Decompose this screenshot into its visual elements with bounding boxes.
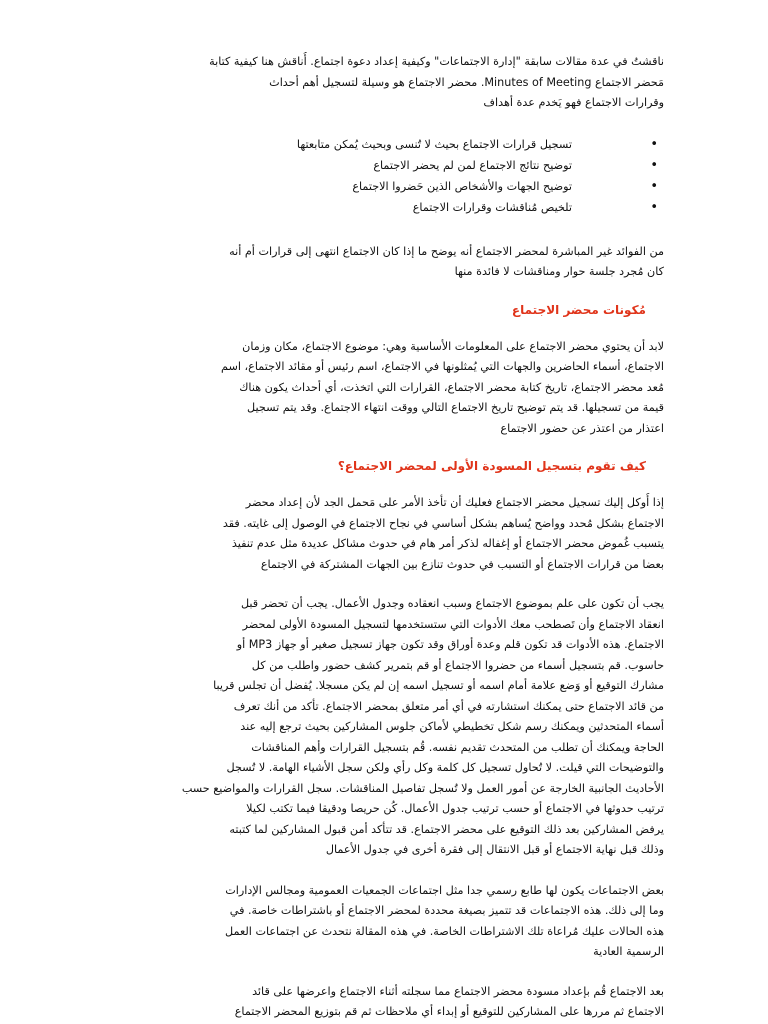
text-line: حاسوب. قم بتسجيل أسماء من حضروا الاجتماع أو قم بتمرير كشف حضور واطلب من كل <box>251 658 664 672</box>
benefits-paragraph <box>104 242 664 283</box>
text-line: ترتيب حدوثها في الاجتماع أو حسب ترتيب جدول الأعمال. كُن حريصا ودقيقا فيما تكتب لكيلا <box>246 802 664 815</box>
list-item: • توضيح الجهات والأشخاص الذين حَضروا الاجتماع <box>104 176 572 197</box>
bullet-icon: • <box>650 157 658 173</box>
text-line: من الفوائد غير المباشرة لمحضر الاجتماع أنه يوضح ما إذا كان الاجتماع انتهى إلى قرارات أم أنه <box>229 244 664 258</box>
text-line: يجب أن تكون على علم بموضوع الاجتماع وسبب انعقاده وجدول الأعمال. يجب أن تحضر قبل <box>240 597 664 610</box>
list-item: • توضيح نتائج الاجتماع لمن لم يحضر الاجتماع <box>104 155 572 176</box>
text-line: اعتذار من اعتذر عن حضور الاجتماع <box>500 421 664 435</box>
text-line: وقرارات الاجتماع فهو يَخدم عدة أهداف <box>483 96 664 109</box>
text-line: الاجتماع ثم مررها على المشاركين للتوقيع أو إبداء أي ملاحظات ثم قم بتوزيع المحضر الاجتماع <box>234 1005 664 1018</box>
text-line: مَحضر الاجتماع Minutes of Meeting. محضر الاجتماع هو وسيلة لتسجيل أهم أحداث <box>269 75 664 89</box>
text-line: الرسمية العادية <box>593 945 664 958</box>
text-line: بعضا من قرارات الاجتماع أو التسبب في حدوث تنازع بين الجهات المشتركة في الاجتماع <box>260 557 664 571</box>
text-line: الاجتماع. هذه الأدوات قد تكون قلم وعدة أوراق وقد تكون جهاز تسجيل صغير أو جهاز MP3 أو <box>236 638 664 651</box>
text-line: مُعد محضر الاجتماع، تاريخ كتابة محضر الاجتماع، القرارات التي اتخذت، أي أحداث يكون هناك <box>239 380 664 394</box>
text-line: قيمة من تسجيلها. قد يتم توضيح تاريخ الاجتماع التالي ووقت انتهاء الاجتماع. وقد يتم تسجيل <box>247 401 664 414</box>
text-line: ناقشتُ في عدة مقالات سابقة "إدارة الاجتماعات" وكيفية إعداد دعوة اجتماع. أُناقش هنا كيفية كتابة <box>209 55 664 68</box>
text-line: أسماء المتحدثين ويمكنك رسم شكل تخطيطي لأماكن جلوس المشاركين بحيث ترجع إليه عند <box>240 720 664 733</box>
document-page <box>104 52 664 1023</box>
text-line: وما إلى ذلك. هذه الاجتماعات قد تتميز بصيغة محددة لمحضر الاجتماع أو باشتراطات خاصة. في <box>229 904 664 917</box>
goals-bullet-list <box>104 134 664 218</box>
text-line: وذلك قبل نهاية الاجتماع أو قبل الانتقال إلى فقرة أخرى في جدول الأعمال <box>325 843 664 856</box>
list-item: • تسجيل قرارات الاجتماع بحيث لا تُنسى وبحيث يُمكن متابعتها <box>104 134 572 155</box>
intro-paragraph <box>104 52 664 114</box>
text-line: بعد الاجتماع قُم بإعداد مسودة محضر الاجتماع مما سجلته أثناء الاجتماع واعرضها على قائد <box>252 984 664 998</box>
components-paragraph <box>104 337 664 440</box>
formal-meetings-paragraph <box>104 881 664 963</box>
text-line: كان مُجرد جلسة حوار ومناقشات لا فائدة منها <box>454 265 664 278</box>
section-heading-first-draft: كيف تقوم بتسجيل المسودة الأولى لمحضر الاجتماع؟ <box>337 459 646 473</box>
text-line: الاجتماع بشكل مُحدد وواضح يُساهم بشكل أساسي في نجاح الاجتماع في الوصول إلى غايته. فقد <box>222 516 664 530</box>
text-line: مشارك التوقيع أو وَضع علامة أمام اسمه أو تسجيل اسمه إن لم يكن مسجلا. يُفضل أن تجلس قريبا <box>213 679 664 692</box>
text-line: الأحاديث الجانبية الخارجة عن أمور العمل ولا تُسجل تفاصيل المناقشات. سجل القرارات والمواضيع حسب <box>181 781 664 795</box>
text-line: بعض الاجتماعات يكون لها طابع رسمي جدا مثل اجتماعات الجمعيات العمومية ومجالس الإدارات <box>225 883 664 897</box>
text-line: هذه الحالات عليك مُراعاة تلك الاشتراطات الخاصة. في هذه المقالة نتحدث عن اجتماعات العمل <box>225 924 664 938</box>
text-line: يرفض المشاركين بعد ذلك التوقيع على محضر الاجتماع. قد تتأكد أمن قبول المشاركين لما كتبته <box>229 822 664 836</box>
text-line: من قائد الاجتماع حتى يمكنك استشارته في أي أمر متعلق بمحضر الاجتماع. تأكد من أنك تعرف <box>233 699 664 713</box>
text-line: الحاجة ويمكنك أن تطلب من المتحدث تقديم نفسه. قُم بتسجيل القرارات وأهم المناقشات <box>251 740 664 754</box>
draft-intro-paragraph <box>104 493 664 575</box>
text-line: لابد أن يحتوي محضر الاجتماع على المعلومات الأساسية وهي: موضوع الاجتماع، مكان وزمان <box>242 339 664 353</box>
text-line: إذا أُوكل إليك تسجيل محضر الاجتماع فعليك أن تأخذ الأمر على مَحمل الجد لأن إعداد محضر <box>245 496 664 509</box>
bullet-icon: • <box>650 136 658 152</box>
draft-steps-paragraph <box>104 594 664 861</box>
after-meeting-paragraph <box>104 982 664 1023</box>
text-line: والتوضيحات التي قيلت. لا تُحاول تسجيل كل كلمة وكل رأي ولكن سجل الأشياء الهامة. لا تُسجل <box>226 761 664 774</box>
bullet-icon: • <box>650 178 658 194</box>
text-line: الاجتماع، أسماء الحاضرين والجهات التي يُمثلونها في الاجتماع، اسم رئيس أو مقائد الاجتماع، اسم <box>221 360 664 373</box>
text-line: انعقاد الاجتماع وأن تَصطحب معك الأدوات التي ستستخدمها لتسجيل المسودة الأولى لمحضر <box>242 617 664 631</box>
bullet-icon: • <box>650 199 658 215</box>
list-item: • تلخيص مُناقشات وقرارات الاجتماع <box>104 197 572 218</box>
text-line: يتسبب غُموض محضر الاجتماع أو إغفاله لذكر أمر هام في حدوث مشاكل عديدة مثل عدم تنفيذ <box>231 537 664 550</box>
section-heading-components: مُكونات محضر الاجتماع <box>511 302 646 317</box>
